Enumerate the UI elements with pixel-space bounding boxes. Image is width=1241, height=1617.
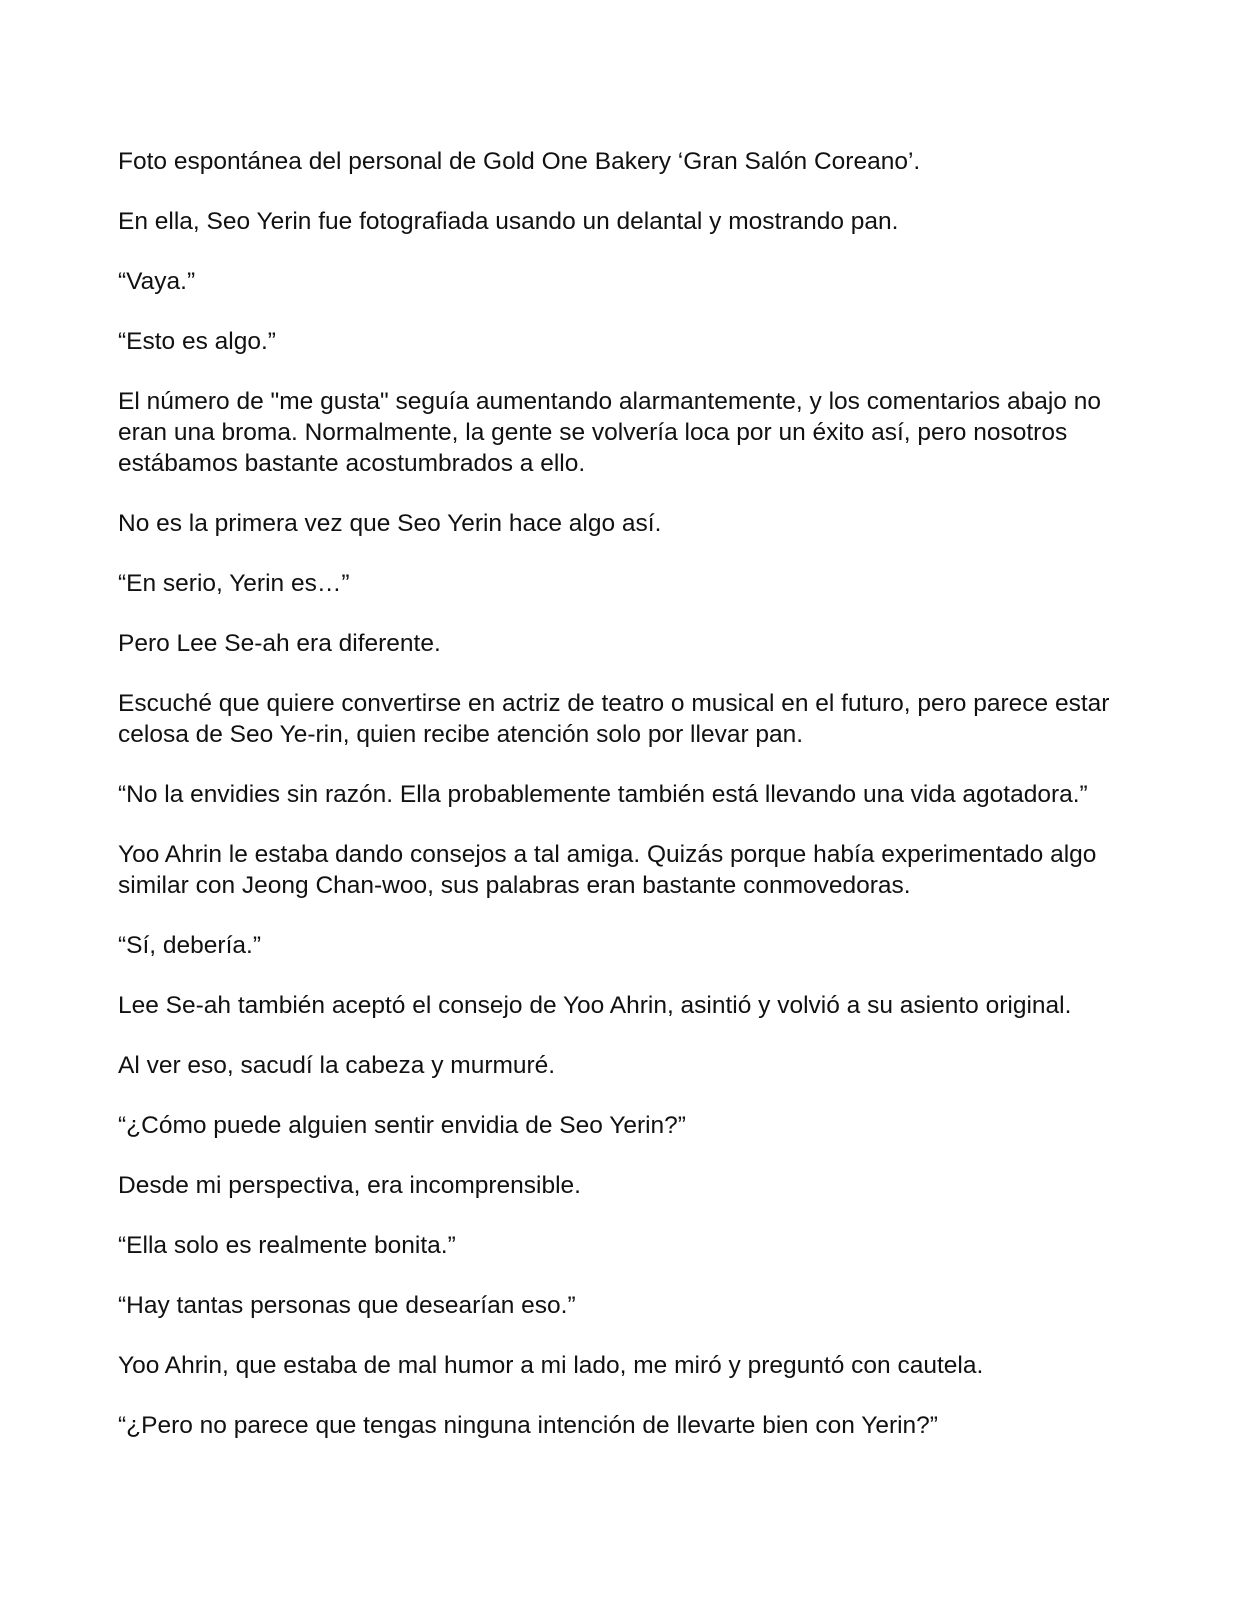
paragraph: “En serio, Yerin es…”	[118, 570, 350, 597]
paragraph: Lee Se-ah también aceptó el consejo de Yoo Ahrin, asintió y volvió a su asiento original.	[118, 992, 1072, 1019]
paragraph: No es la primera vez que Seo Yerin hace algo así.	[118, 510, 662, 537]
paragraph: “¿Cómo puede alguien sentir envidia de Seo Yerin?”	[118, 1112, 686, 1139]
paragraph: Foto espontánea del personal de Gold One Bakery ‘Gran Salón Coreano’.	[118, 148, 921, 175]
paragraph: Desde mi perspectiva, era incomprensible.	[118, 1172, 581, 1199]
paragraph: “Ella solo es realmente bonita.”	[118, 1232, 456, 1259]
paragraph: “Sí, debería.”	[118, 932, 261, 959]
paragraph: “Esto es algo.”	[118, 328, 276, 355]
paragraph: “No la envidies sin razón. Ella probablemente también está llevando una vida agotadora.”	[118, 781, 1088, 808]
paragraph: Pero Lee Se-ah era diferente.	[118, 630, 441, 657]
paragraph: Yoo Ahrin le estaba dando consejos a tal amiga. Quizás porque había experimentado algo similar con Jeong Chan-woo, sus palabras eran bastante conmovedoras.	[118, 841, 1097, 899]
paragraph: Escuché que quiere convertirse en actriz de teatro o musical en el futuro, pero parece estar celosa de Seo Ye-rin, quien recibe atención solo por llevar pan.	[118, 690, 1110, 748]
paragraph: “¿Pero no parece que tengas ninguna intención de llevarte bien con Yerin?”	[118, 1412, 938, 1439]
paragraph: Yoo Ahrin, que estaba de mal humor a mi lado, me miró y preguntó con cautela.	[118, 1352, 984, 1379]
paragraph: El número de "me gusta" seguía aumentando alarmantemente, y los comentarios abajo no eran una broma. Normalmente, la gente se volvería loca por un éxito así, pero nosotros estábamos bastante acostumbrados a ello.	[118, 388, 1101, 477]
paragraph: En ella, Seo Yerin fue fotografiada usando un delantal y mostrando pan.	[118, 208, 899, 235]
paragraph: Al ver eso, sacudí la cabeza y murmuré.	[118, 1052, 556, 1079]
paragraph: “Vaya.”	[118, 268, 196, 295]
paragraph: “Hay tantas personas que desearían eso.”	[118, 1292, 576, 1319]
document-body	[118, 146, 1118, 1441]
